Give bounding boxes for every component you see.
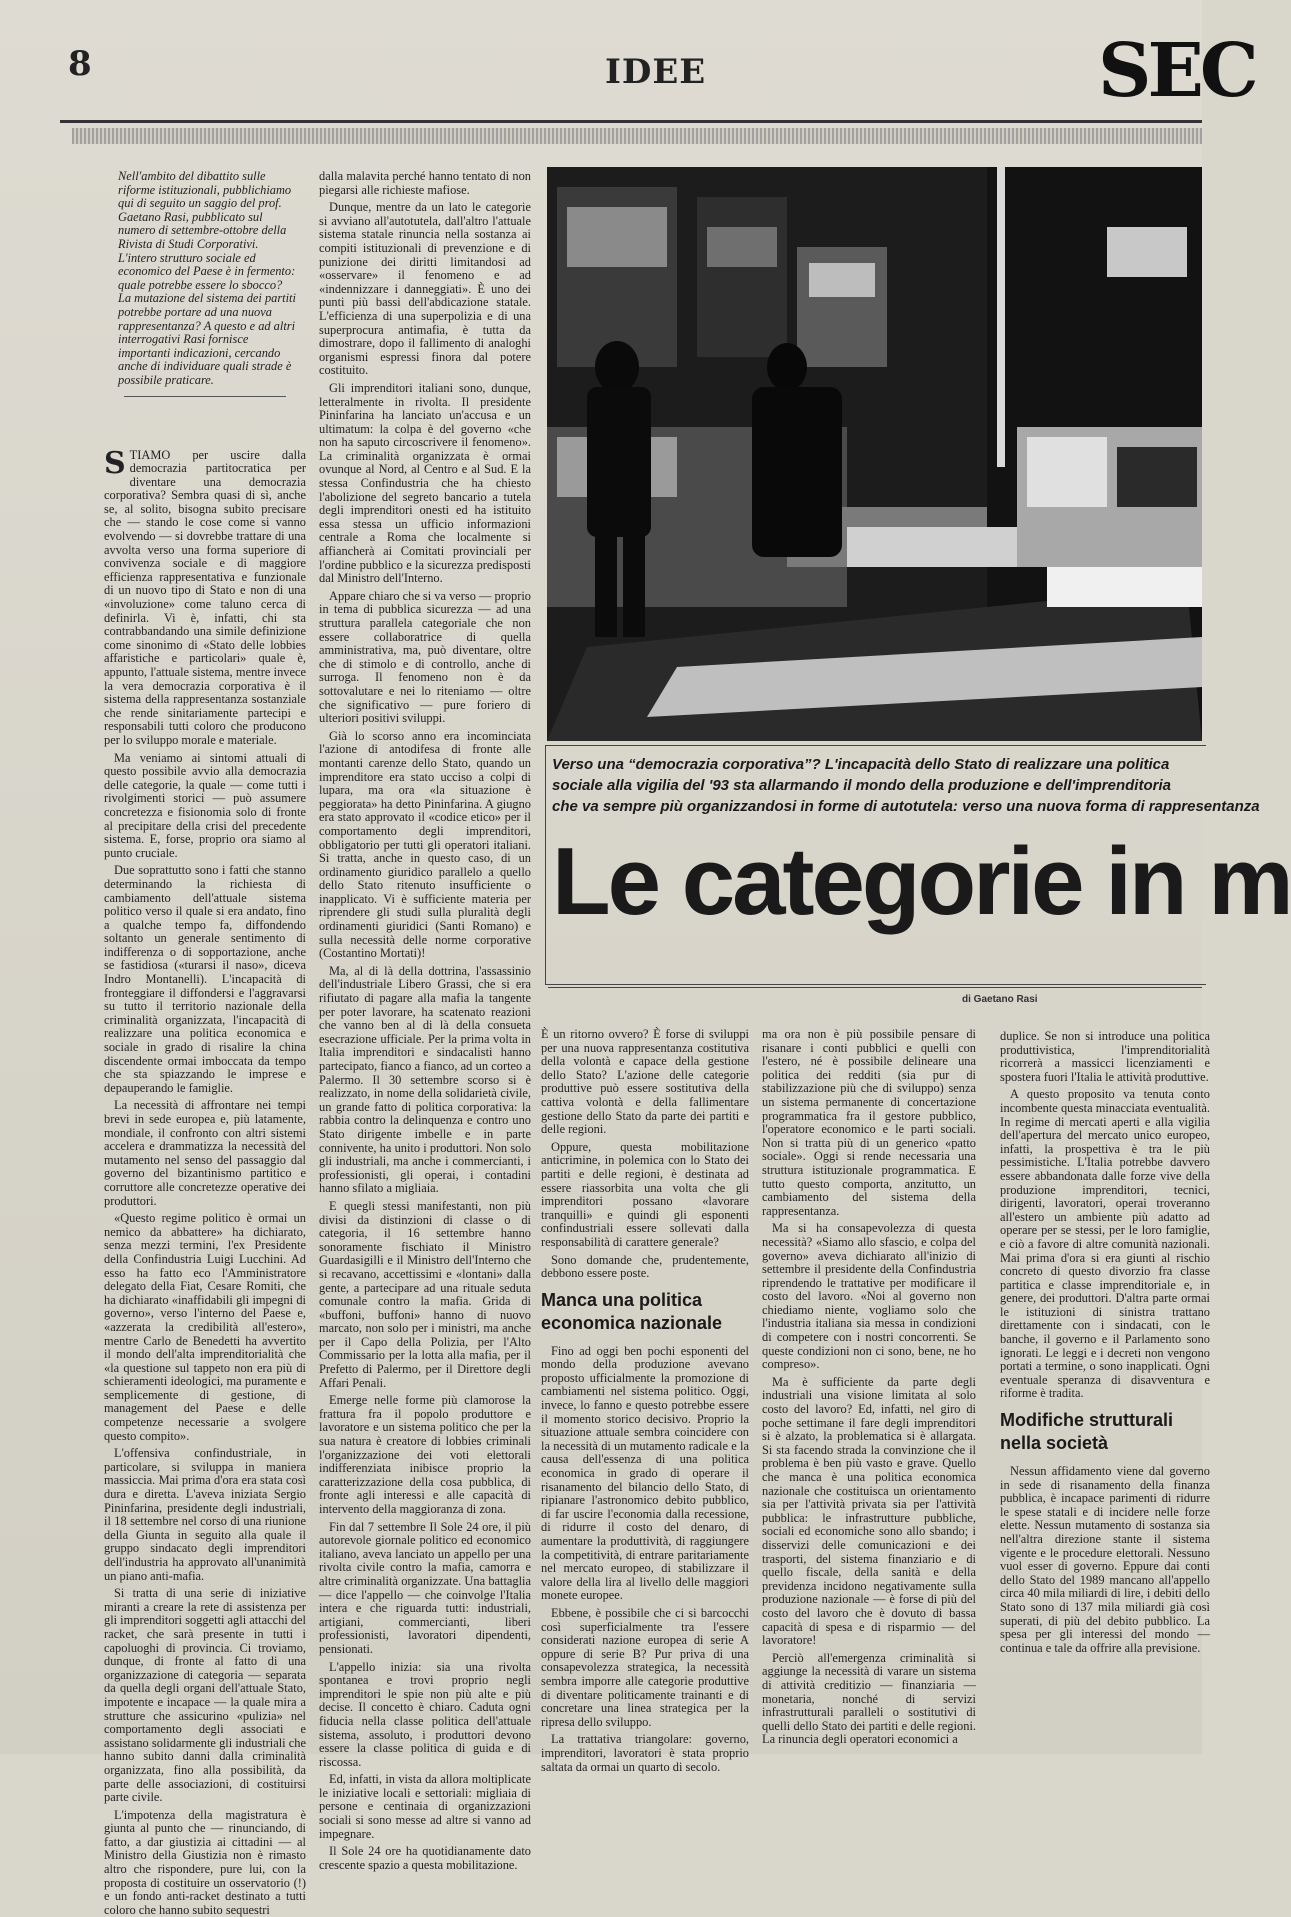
drop-cap: S [104,445,126,481]
intro-text [104,170,306,388]
top-rule [60,120,1202,123]
article-paragraph: Il Sole 24 ore ha quotidianamente dato crescente spazio a questa mobilitazione. [319,1844,531,1872]
article-paragraph: Ed, infatti, in vista da allora moltiplicate le iniziative locali e settoriali: migliaia di persone e centinaia di organizzazioni sociali si sono messe ad altre si vanno ad impegnare. [319,1772,531,1841]
article-paragraph: Ma veniamo ai sintomi attuali di questo possibile avvio alla democrazia delle categorie, la quale — come tutti i rivolgimenti storici — può assumere concretezza e fisionomia solo di fronte al precipitare della crisi del precedente sistema. E, forse, proprio ora siamo al punto cruciale. [104,750,306,860]
section-title: IDEE [605,52,707,92]
masthead-fragment: SEC [1098,28,1255,114]
article-paragraph: L'appello inizia: sia una rivolta spontanea e trovi proprio negli imprenditori le spie non più alte e più decise. Il concetto è chiaro. Caduta ogni fiducia nella classe politica dell'attuale sistema, assoluto, i produttori devono essere la classe politica di guida e di riscossa. [319,1659,531,1769]
headline: Le categorie in m [552,828,1291,935]
column-1 [104,169,306,1917]
article-paragraph: È un ritorno ovvero? È forse di sviluppi per una nuova rappresentanza costitutiva della volontà e capace della gestione dello Stato? L'azione delle categorie produttive può essere sostitutiva della cattiva volontà e della fallimentare gestione dello Stato da parte dei partiti e delle regioni. [541,1027,749,1137]
intro-paragraph: Nell'ambito del dibattito sulle riforme istituzionali, pubblichiamo qui di seguito un saggio del prof. Gaetano Rasi, pubblicato sul numero di settembre-ottobre della Rivista di Studi Corporativi. L'intero strutturo sociale ed economico del Paese è in fermento: quale potrebbe essere lo sbocco? La mutazione del sistema dei partiti potrebbe portare ad una nuova rappresentanza? A questo e ad altri interrogativi Rasi fornisce importanti indicazioni, cercando anche di individuare quali strade è possibile praticare. [118,169,296,387]
article-paragraph: Emerge nelle forme più clamorose la frattura fra il popolo produttore e lavoratore e un sistema politico che per la sua natura è creatore di lobbies criminali l'organizzazione dei voti elettorali indifferenziata inibisce proprio la caratterizzazione della cosa pubblica, di fronte agli interessi e alle capacità di intervento della maggioranza di zona. [319,1393,531,1516]
article-paragraph: L'offensiva confindustriale, in particolare, si sviluppa in maniera massiccia. Mai prima d'ora era stata così dura e diretta. L'aveva iniziata Sergio Pininfarina, presidente degli industriali, il 18 settembre nel corso di una riunione della Giunta in seguito alla quale il gruppo sindacato degli imprenditori dell'industria ha approvato all'unanimità un piano anti-mafia. [104,1446,306,1583]
byline-rule [548,987,1202,988]
article-paragraph: Fino ad oggi ben pochi esponenti del mondo della produzione avevano proposto ufficialmente la promozione di cambiamenti nel sistema politico. Oggi, invece, lo fanno e questo potrebbe essere il momento storico decisivo. Proprio la situazione attuale sembra coincidere con la necessità di un mutamento radicale e la causa dell'essenza di una politica economica in grado di operare il risanamento del bilancio dello Stato, di ripianare l'astronomico debito pubblico, di far uscire l'economia dalla recessione, di ridurre il costo del denaro, di aumentare la produttività, di raggiungere la competitività, di entrare paritariamente nel mercato europeo, di stabilizzare il valore della lira al livello delle maggiori monete europee. [541,1343,749,1603]
article-paragraph: Dunque, mentre da un lato le categorie si avviano all'autotutela, dall'altro l'attuale sistema statale rinuncia nella sostanza ai compiti istituzionali di prevenzione e di punizione dei diritti limitandosi ad «osservare» il fenomeno e ad «indennizzare i danneggiati». È uno dei punti più bassi dell'abdicazione statale. L'efficienza di una superpolizia e di una superprocura antimafia, è tutta da dimostrare, dopo il fallimento di analoghi organismi espressi finora dal potere costituito. [319,200,531,378]
article-paragraph: La necessità di affrontare nei tempi brevi in sede europea e, più latamente, mondiale, il confronto con altri sistemi accelera e drammatizza la necessità del mutamento nel senso del passaggio dal governo del bizantinismo partitico e corruttore alle concretezze operative dei produttori. [104,1098,306,1208]
article-paragraph: A questo proposito va tenuta conto incombente questa minacciata eventualità. In regime di mercati aperti e alla vigilia dell'apertura del mercato unico europeo, infatti, la prospettiva è tra le più pessimistiche. L'Italia potrebbe davvero essere abbandonata dalle forze vive della produzione imprenditori, tecnici, dirigenti, lavoratori, operai troveranno all'estero un ambiente più adatto ad operare per se stessi, per le loro famiglie, e ciò a favore di altre comunità nazionali. Mai prima d'ora si era giunti al rischio concreto di questo divorzio fra classe partitica e classe imprenditoriale e, in genere, dei produttori. D'altra parte ormai le istituzioni di sinistra trattano direttamente con i sindacati, con le banche, il governo e il Parlamento sono ignorati. Le leggi e i decreti non vengono portati a termine, o sono inapplicati. Ogni eventuale speranza di disavventura e riforme è tradita. [1000,1087,1210,1401]
article-paragraph: Perciò all'emergenza criminalità si aggiunge la necessità di varare un sistema di attività creditizio — finanziaria — monetaria, nonché di servizi infrastrutturali paralleli o sostitutivi di quelli dello Stato dei partiti e delle regioni. La rinuncia degli operatori economici a [762,1650,976,1747]
article-paragraph: Appare chiaro che si va verso — proprio in tema di pubblica sicurezza — ad una struttura parallela categoriale che non essere collaboratrice di quella amministrativa, ma, può diventare, oltre che di stimolo e di controllo, anche di surroga. Il fenomeno non è da sottovalutare e nei lo riteniamo — oltre che significativo — pure foriero di ulteriori positivi sviluppi. [319,588,531,726]
article-paragraph: dalla malavita perché hanno tentato di non piegarsi alle richieste mafiose. [319,169,531,197]
subheading: Modifiche strutturali nella società [1000,1410,1174,1454]
article-paragraph: Già lo scorso anno era incominciata l'azione di antodifesa di fronte alle montanti carenze dello Stato, quando un imprenditore era stato ucciso a colpi di lupara, ma ora «la situazione è peggiorata» ha detto Pininfarina. A giugno era stato approvato il «codice etico» per il comportamento degli imprenditori, obbligatorio per tutti gli operatori italiani. Si tratta, anche in questo caso, di un ordinamento giuridico parallelo a quello dello Stato ritenuto insufficiente o inapplicato. Vi è sufficiente materia per riprendere gli studi sulla pluralità degli ordinamenti giuridici (Santi Romano) e sulla necessità delle norme corporative (Costantino Mortati)! [319,728,531,961]
article-paragraph: Nessun affidamento viene dal governo in sede di risanamento della finanza pubblica, è incapace parimenti di ridurre le spese statali e di incidere nelle forze elette. Nessun mutamento di sostanza sia nell'altra direzione stante il sistema vigente e le procedure elettorali. Nessuno vuol esser di governo. Eppure dai conti dello Stato del 1989 mancano all'appello circa 40 mila miliardi di lire, i debiti dello Stato sono di 137 mila miliardi già così superati, di più del debito pubblico. La spesa per gli interessi del mondo — continua e tale da offrire alla previsione. [1000,1464,1210,1655]
article-paragraph: Fin dal 7 settembre Il Sole 24 ore, il più autorevole giornale politico ed economico italiano, aveva lanciato un appello per una rivolta civile contro la mafia, camorra e altre criminalità organizzate. Una battaglia — dice l'appello — che coinvolge l'Italia intera e che riguarda tutti: industriali, artigiani, commercianti, liberi professionisti, lavoratori dipendenti, pensionati. [319,1519,531,1656]
subheading: Manca una politica economica nazionale [541,1289,723,1333]
article-paragraph: E quegli stessi manifestanti, non più divisi da distinzioni di classe o di categoria, il 16 settembre hanno sonoramente fischiato il Ministro Guardasigilli e il Ministro dell'Interno che si recavano, accettissimi e «lontani» dalla gente, a partecipare ad una rituale seduta comunale contro la mafia. Grida di «buffoni, buffoni» hanno di nuovo marcato, non solo per i ministri, ma anche per il Capo della Polizia, per l'Alto Commissario per la lotta alla mafia, per il Prefetto di Palermo, per il Direttore degli Affari Penali. [319,1198,531,1390]
column-4 [762,1028,976,1754]
caption-line: che va sempre più organizzandosi in forme di autotutela: verso una nuova forma di rappresentanza [552,798,1260,815]
caption-line: sociale alla vigilia del '93 sta allarmando il mondo della produzione e dell'imprenditoria [552,777,1171,794]
caption-line: Verso una “democrazia corporativa”? L'incapacità dello Stato di realizzare una politica [552,756,1170,773]
article-paragraph: La trattativa triangolare: governo, imprenditori, lavoratori è stata proprio saltata da ormai un quarto di secolo. [541,1732,749,1774]
article-paragraph: Ma è sufficiente da parte degli industriali una visione limitata al solo costo del lavoro? Ed, infatti, nel giro di poche settimane il fare degli imprenditori si è alzato, la problematica si è allargata. Si sta facendo strada la convinzione che il problema è ben più vasto e grave. Quello che manca è una politica economica nazionale che costituisca un orientamento sia per l'attività privata sia per l'attività pubblica: le infrastrutture pubbliche, sociali ed economiche sono allo sbando; i disservizi delle comunicazioni e dei trasporti, del sistema finanziario e di quello fiscale, della sanità e della previdenza incidono negativamente sulla produzione nazionale — è forse di più del costo del lavoro che è dovuto di bassa capacità di spesa e di risparmio — del lavoratore! [762,1374,976,1648]
article-paragraph: Ebbene, è possibile che ci si barcocchi così superficialmente tra l'essere considerati nazione europea di serie A oppure di serie B? Pur priva di una consapevolezza strategica, la necessità sembra imporre alle categorie produttive di diventare politicamente trainanti e di concretare una linea strategica per la ripresa dello sviluppo. [541,1605,749,1729]
article-paragraph: «Questo regime politico è ormai un nemico da abbattere» ha dichiarato, senza mezzi termini, l'ex Presidente della Confindustria Luigi Lucchini. Ad esso ha fatto eco l'Amministratore delegato della Fiat, Cesare Romiti, che ha dichiarato «inaffidabili gli impegni di governo», verso l'interno del Paese e, «azzerata la credibilità all'estero», mentre Carlo de Benedetti ha avvertito il mondo dell'alta imprenditorialità che «la questione sul tappeto non era più di schieramenti ideologici, ma puramente e semplicemente di gestione, di management del Paese e delle competenze necessarie a svolgere questo compito». [104,1211,306,1443]
article-paragraph: TIAMO per uscire dalla democrazia partitocratica per diventare una democrazia corporativa? Sembra quasi di sì, anche se, al solito, bisogna subito precisare che — stando le cose come si vanno evolvendo — si dovrebbe trattare di una avvolta verso una forma superiore di convivenza sociale e di maggiore efficienza rappresentativa e funzionale di un nuovo tipo di Stato e non di una «involuzione» come taluno cerca di definirla. Vi è, infatti, chi sta contrabbandando una simile definizione come sinonimo di «Stato delle lobbies affaristiche e particolari» quale è, appunto, l'attuale sistema, mentre invece la vera democrazia corporativa è il sistema della rappresentanza sostanziale che rende sinitariamente partecipi e responsabili tutti coloro che producono per lo sviluppo morale e materiale. [104,447,306,747]
byline: di Gaetano Rasi [962,994,1038,1005]
article-paragraph: duplice. Se non si introduce una politica produttivistica, l'imprenditorialità ricorrerà a massicci licenziamenti e spostera fuori l'Italia le attività produttive. [1000,1029,1210,1084]
article-paragraph: Due soprattutto sono i fatti che stanno determinando la richiesta di cambiamento dell'attuale sistema politico verso il quale si era andato, fino a qualche tempo fa, diffondendo soltanto un generale sentimento di indifferenza o di sopportazione, anche se fastidiosa («turarsi il naso», diceva Indro Montanelli). L'incapacità di fronteggiare il diffondersi e l'aggravarsi su tutto il territorio nazionale della criminalità organizzata, l'incapacità di realizzare una politica economica e sociale in grado di risalire la china discendente ormai imboccata da tempo che sta spiazzando le imprese e depauperando le famiglie. [104,863,306,1095]
article-paragraph: Si tratta di una serie di iniziative miranti a creare la rete di assistenza per gli imprenditori soggetti agli attacchi del racket, che sarà presente in tutti i capoluoghi di provincia. Ci troviamo, dunque, di fronte al fatto di una organizzazione di categoria — separata da quella degli organi dell'attuale Stato, impotente e incapace — la quale mira a strutture che assicurino «pulizia» nel comportamento degli associati e assistano solidarmente gli industriali che hanno subito danni dalla criminalità organizzata, fino alla possibilità, da parte delle associazioni, di costituirsi parte civile. [104,1586,306,1805]
column-5 [1000,1029,1210,1754]
article-paragraph: Oppure, questa mobilitazione anticrimine, in polemica con lo Stato dei partiti e delle regioni, è destinata ad essere riassorbita una volta che gli imprenditori possano «lavorare tranquilli» e quindi gli esponenti confindustriali essere sollevati dalla responsabilità di carattere generale? [541,1139,749,1249]
decorative-band [72,128,1202,144]
article-paragraph: ma ora non è più possibile pensare di risanare i conti pubblici e quelli con l'estero, né è possibile delineare una politica dei redditi (sia pur di stabilizzazione più che di sviluppo) senza un sistema permanente di concertazione programmatica fra il gestore pubblico, l'operatore economico e le parti sociali. Non si tratta più di un generico «patto sociale». Oggi si rende necessaria una struttura istituzionale programmatica. E tutto questo comporta, anzitutto, un cambiamento del sistema della rappresentanza. [762,1027,976,1218]
article-photo [547,167,1202,741]
page-number: 8 [68,44,92,84]
photo-caption [552,754,1260,820]
article-paragraph: L'impotenza della magistratura è giunta al punto che — rinunciando, di fatto, a dar giustizia ai cittadini — al Ministro della Giustizia non è rimasto altro che rispondere, pure lui, con la proposta di costituire un osservatorio (!) e un fondo anti-racket destinato a tutti coloro che hanno subito sequestri [104,1807,306,1917]
article-paragraph: Ma, al di là della dottrina, l'assassinio dell'industriale Libero Grassi, che si era rifiutato di pagare alla mafia la tangente per poter lavorare, ha scatenato reazioni che vanno ben al di là della consueta esecrazione ufficiale. Per la prima volta in Italia imprenditori e sindacalisti hanno partecipato, fianco a fianco, ad un corteo a Palermo. Il 30 settembre scorso si è realizzato, in nome della solidarietà civile, un grande fatto di politica corporativa: la rabbia contro la delinquenza e contro uno Stato dirigente imbelle e in parte connivente, ha unito i produttori. Non solo gli industriali, ma anche i commercianti, i professionisti, gli operai, i contadini hanno sfilato a migliaia. [319,963,531,1196]
column-3 [541,1027,749,1774]
intro-separator [124,396,286,397]
article-paragraph: Ma si ha consapevolezza di questa necessità? «Siamo allo sfascio, e colpa del governo» aveva dichiarato all'inizio di settembre il presidente della Confindustria riprendendo le trattative per modificare il costo del lavoro. «Noi al governo non chiediamo niente, vogliamo solo che l'industria italiana sia messa in condizioni di competere con i nostri concorrenti. Se queste condizioni non ci sono, bene, ne ho compreso». [762,1221,976,1372]
article-paragraph: Sono domande che, prudentemente, debbono essere poste. [541,1252,749,1281]
column-2 [319,169,531,1872]
article-paragraph: Gli imprenditori italiani sono, dunque, letteralmente in rivolta. Il presidente Pininfarina ha lanciato un'accusa e un ultimatum: la colpa è del governo «che non ha saputo circoscrivere il fenomeno». La criminalità organizzata è ormai ovunque al Nord, al Centro e al Sud. E la stessa Confindustria che ha chiesto l'abolizione del segreto bancario a tutela degli imprenditori onesti ed ha istituito essa stessa un ufficio informazioni centrale a Roma che localmente si affiancherà ai Comitati provinciali per l'ordine pubblico e la sicurezza predisposti dal Ministro dell'Interno. [319,380,531,586]
office-scene-photo [547,167,1202,741]
